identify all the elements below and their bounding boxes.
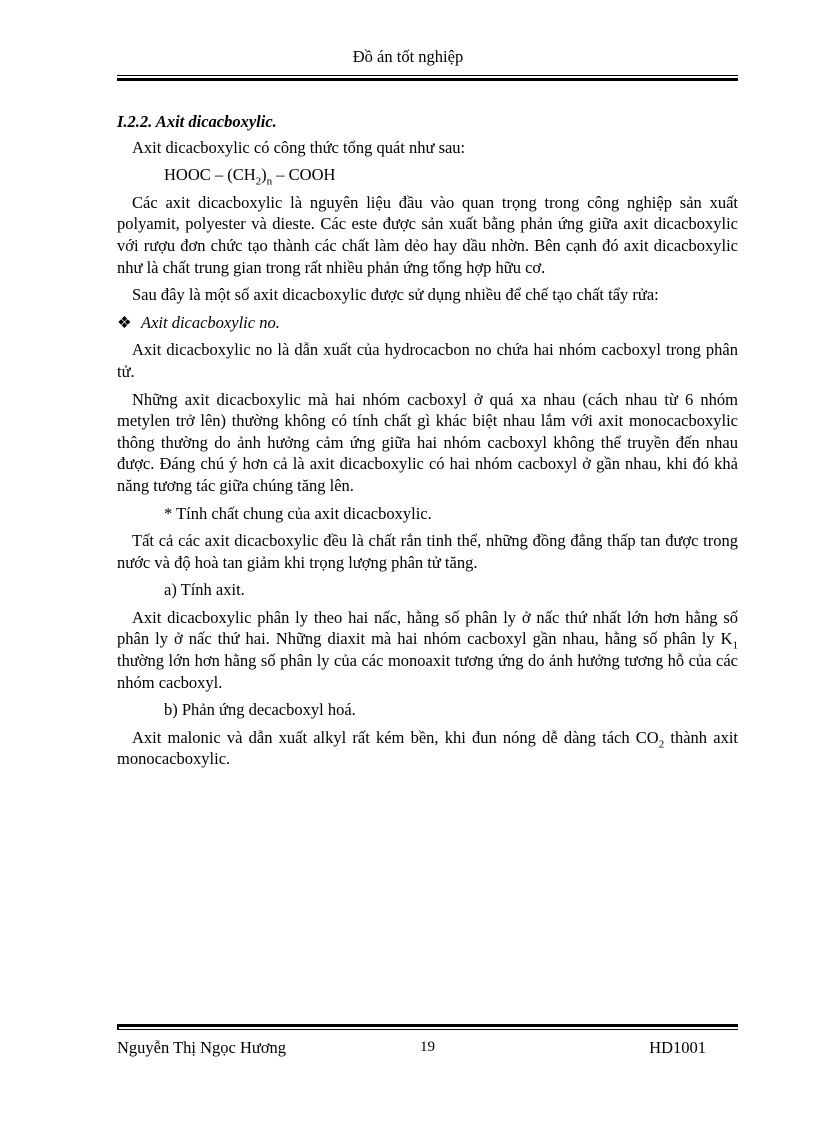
paragraph-intro: Axit dicacboxylic có công thức tổng quát như sau: <box>132 137 466 157</box>
page-content <box>117 111 738 776</box>
subheading-decarboxylation: b) Phản ứng decacboxyl hoá. <box>164 700 356 720</box>
diamond-bullet-icon: ❖ <box>117 312 132 332</box>
bullet-saturated-acids: ❖ Axit dicacboxylic no. <box>117 312 280 332</box>
paragraph-physical-properties: Tất cả các axit dicacboxylic đều là chất rắn tinh thể, những đồng đẳng thấp tan được trong nước và độ hoà tan giảm khi trọng lượng phân tử tăng. <box>117 531 738 572</box>
footer-rule <box>117 1024 738 1030</box>
page-number: 19 <box>420 1039 435 1055</box>
subheading-general-properties: * Tính chất chung của axit dicacboxylic. <box>164 503 432 523</box>
paragraph-definition: Axit dicacboxylic no là dẫn xuất của hydrocacbon no chứa hai nhóm cacboxyl trong phân tử. <box>117 340 738 381</box>
paragraph-dissociation: Axit dicacboxylic phân ly theo hai nấc, hằng số phân ly ở nấc thứ nhất lớn hơn hằng số phân ly ở nấc thứ hai. Những diaxit mà hai nhóm cacboxyl gần nhau, hằng số phân ly $K_1$ thường lớn hơn hằng số phân ly của các monoaxit tương ứng do ảnh hưởng tương hỗ của các nhóm cacboxyl. <box>117 607 738 692</box>
subheading-acidity: a) Tính axit. <box>164 580 245 600</box>
header-title: Đồ án tốt nghiệp <box>352 47 464 66</box>
header-rule <box>117 75 738 81</box>
general-formula: HOOC – $(CH_2)_n$ – COOH <box>164 165 336 188</box>
paragraph-list-intro: Sau đây là một số axit dicacboxylic được sử dụng nhiều để chế tạo chất tẩy rửa: <box>132 285 659 305</box>
paragraph-applications: Các axit dicacboxylic là nguyên liệu đầu vào quan trọng trong công nghiệp sản xuất polyamit, polyester và dieste. Các este được sản xuất bằng phản ứng giữa axit dicacboxylic với rượu đơn chức tạo thành các chất làm dẻo hay dầu nhờn. Bên cạnh đó axit dicacboxylic như là chất trung gian trong rất nhiều phản ứng tổng hợp hữu cơ. <box>117 192 738 277</box>
section-heading: I.2.2. Axit dicacboxylic. <box>117 112 277 131</box>
footer-author: Nguyễn Thị Ngọc Hương <box>117 1038 287 1057</box>
footer-code: HD1001 <box>649 1038 706 1057</box>
paragraph-carboxyl-distance: Những axit dicacboxylic mà hai nhóm cacboxyl ở quá xa nhau (cách nhau từ 6 nhóm metylen trở lên) thường không có tính chất gì khác biệt nhau lắm với axit monocacboxylic thông thường do ảnh hưởng cảm ứng giữa hai nhóm cacboxyl không thể truyền đến nhau được. Đáng chú ý hơn cả là axit dicacboxylic có hai nhóm cacboxyl ở gần nhau, khi đó khả năng tương tác giữa chúng tăng lên. <box>117 389 738 495</box>
paragraph-malonic: Axit malonic và dẫn xuất alkyl rất kém bền, khi đun nóng dễ dàng tách $CO_2$ thành axit monocacboxylic. <box>117 727 738 769</box>
